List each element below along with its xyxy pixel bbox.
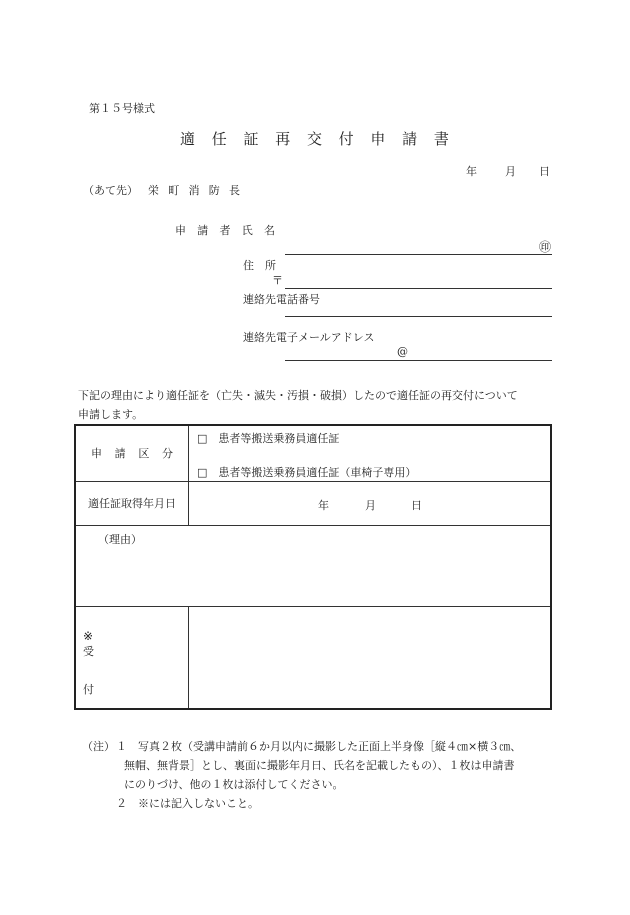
title-char: 請 bbox=[402, 130, 419, 148]
note-1-line-1: 写真２枚（受講申請前６か月以内に撮影した正面上半身像［縦４㎝×横３㎝、 bbox=[138, 740, 522, 753]
address-field-line[interactable] bbox=[285, 288, 552, 289]
category-label bbox=[75, 425, 189, 481]
category-label-char: 区 bbox=[138, 447, 150, 461]
category-options bbox=[189, 425, 552, 481]
reception-field bbox=[189, 606, 552, 709]
applicant-label-char: 申 bbox=[175, 224, 186, 237]
reason-label: （理由） bbox=[98, 532, 142, 546]
addressee-char: 長 bbox=[229, 184, 240, 197]
note-1-line-3: にのりづけ、他の１枚は添付してください。 bbox=[124, 778, 344, 791]
addressee-char: 消 bbox=[188, 184, 200, 197]
acquired-day-label: 日 bbox=[411, 498, 422, 512]
application-table bbox=[74, 424, 552, 710]
note-1-number: １ bbox=[116, 740, 127, 753]
option-wheelchair-checkbox[interactable]: □ 患者等搬送乗務員適任証（車椅子専用） bbox=[197, 466, 417, 479]
email-label: 連絡先電子メールアドレス bbox=[243, 331, 375, 344]
email-field-line[interactable] bbox=[285, 360, 552, 361]
seal-mark: ㊞ bbox=[539, 240, 552, 254]
acquired-date-field[interactable] bbox=[189, 481, 552, 525]
reason-row bbox=[75, 525, 551, 606]
applicant-name-label bbox=[175, 222, 275, 238]
reception-char: 付 bbox=[83, 682, 94, 696]
acquired-date-label: 適任証取得年月日 bbox=[75, 481, 189, 525]
statement-line-1: 下記の理由により適任証を（亡失・滅失・汚損・破損）したので適任証の再交付について bbox=[78, 389, 518, 402]
notes-label: （注） bbox=[82, 740, 115, 753]
name-field-line[interactable] bbox=[285, 254, 552, 255]
addressee-label: （あて先） bbox=[83, 184, 138, 197]
title-char: 任 bbox=[211, 130, 228, 148]
note-2-number: ２ bbox=[116, 797, 127, 810]
applicant-label-char: 氏 bbox=[241, 224, 253, 237]
reason-field[interactable] bbox=[75, 525, 551, 606]
applicant-label-char: 名 bbox=[264, 224, 275, 237]
reception-char: 受 bbox=[83, 644, 94, 658]
phone-label: 連絡先電話番号 bbox=[243, 293, 320, 306]
category-row bbox=[75, 425, 551, 481]
form-number: 第１５号様式 bbox=[89, 102, 155, 115]
title-char: 再 bbox=[275, 130, 292, 148]
category-label-char: 請 bbox=[114, 447, 126, 461]
postal-mark: 〒 bbox=[272, 274, 283, 287]
reception-row bbox=[75, 606, 551, 709]
title-char: 書 bbox=[433, 130, 450, 148]
category-label-char: 分 bbox=[161, 447, 173, 461]
addressee-char: 栄 bbox=[148, 184, 159, 197]
applicant-label-char: 者 bbox=[219, 224, 231, 237]
title-char: 証 bbox=[243, 130, 260, 148]
note-1-line-2: 無帽、無背景］とし、裏面に撮影年月日、氏名を記載したもの）、１枚は申請書 bbox=[124, 759, 515, 772]
date-year-label: 年 bbox=[466, 165, 477, 178]
note-2-text: ※には記入しないこと。 bbox=[138, 797, 259, 810]
page-title bbox=[180, 128, 450, 149]
address-label: 住 所 bbox=[243, 259, 276, 272]
applicant-label-char: 請 bbox=[197, 224, 209, 237]
acquired-month-label: 月 bbox=[365, 498, 376, 512]
acquired-year-label: 年 bbox=[318, 498, 329, 512]
category-label-char: 申 bbox=[91, 447, 102, 461]
addressee-char: 町 bbox=[168, 184, 180, 197]
reception-mark: ※ bbox=[83, 628, 94, 643]
at-mark: @ bbox=[397, 345, 408, 358]
addressee-name bbox=[148, 182, 240, 198]
date-day-label: 日 bbox=[539, 165, 550, 178]
date-month-label: 月 bbox=[505, 165, 516, 178]
addressee-char: 防 bbox=[208, 184, 220, 197]
title-char: 適 bbox=[180, 130, 197, 148]
title-char: 付 bbox=[338, 130, 355, 148]
statement-line-2: 申請します。 bbox=[78, 408, 144, 421]
title-char: 交 bbox=[306, 130, 323, 148]
acquired-date-row bbox=[75, 481, 551, 525]
reception-label bbox=[75, 606, 189, 709]
title-char: 申 bbox=[370, 130, 387, 148]
phone-field-line[interactable] bbox=[285, 316, 552, 317]
option-standard-checkbox[interactable]: □ 患者等搬送乗務員適任証 bbox=[197, 432, 340, 445]
